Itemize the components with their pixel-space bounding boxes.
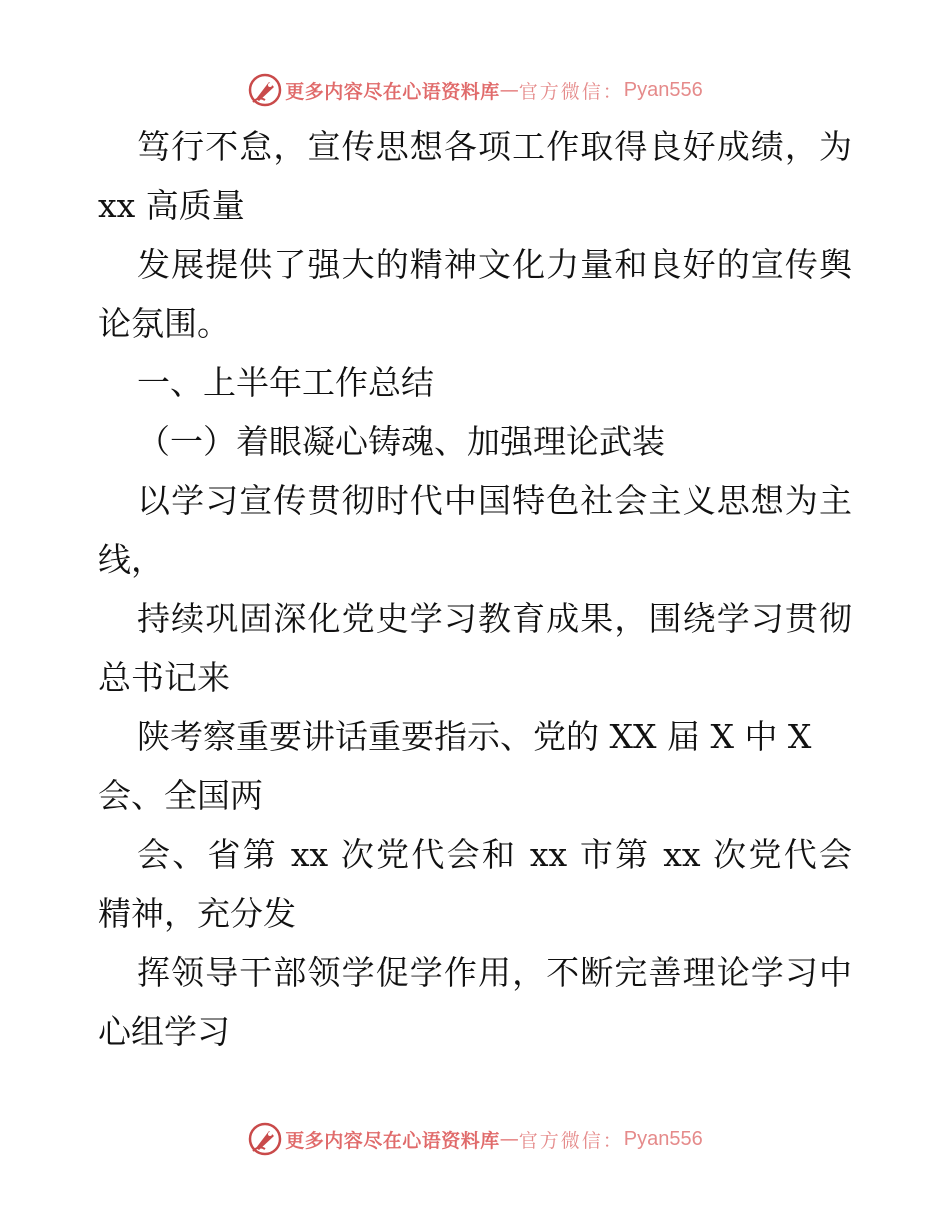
header-banner: [0, 70, 950, 110]
banner-wechat-id: Pyan556: [623, 78, 703, 101]
banner-wechat-id: Pyan556: [623, 1127, 703, 1150]
banner-title: 更多内容尽在心语资料库: [285, 1129, 500, 1152]
banner-wechat-label: 官方微信：: [518, 1129, 624, 1152]
text-line: 发展提供了强大的精神文化力量和良好的宣传舆: [137, 245, 852, 284]
text-line: 心组学习: [98, 1012, 230, 1051]
text-line: 会、全国两: [98, 776, 263, 815]
banner-separator: —: [499, 79, 519, 101]
footer-banner: [0, 1119, 950, 1159]
text-line: xx 高质量: [98, 186, 245, 225]
pen-nib-logo-icon: [247, 72, 283, 108]
text-line: 论氛围。: [98, 304, 230, 343]
text-line: 线，: [98, 540, 164, 579]
text-line: 持续巩固深化党史学习教育成果，围绕学习贯彻: [137, 599, 852, 638]
banner-title: 更多内容尽在心语资料库: [285, 80, 500, 103]
subsection-heading: （一）着眼凝心铸魂、加强理论武装: [137, 422, 665, 461]
text-line: 精神，充分发: [98, 894, 296, 933]
text-line: 会、省第 xx 次党代会和 xx 市第 xx 次党代会: [137, 835, 852, 874]
text-line: 以学习宣传贯彻时代中国特色社会主义思想为主: [137, 481, 852, 520]
banner-wechat-label: 官方微信：: [518, 80, 624, 103]
pen-nib-logo-icon: [247, 1121, 283, 1157]
section-heading: 一、上半年工作总结: [137, 363, 434, 402]
banner-separator: —: [499, 1128, 519, 1150]
text-line: 陕考察重要讲话重要指示、党的 XX 届 X 中 X: [137, 717, 812, 756]
text-line: 笃行不怠，宣传思想各项工作取得良好成绩，为: [137, 127, 852, 166]
text-line: 总书记来: [98, 658, 230, 697]
text-line: 挥领导干部领学促学作用，不断完善理论学习中: [137, 953, 852, 992]
